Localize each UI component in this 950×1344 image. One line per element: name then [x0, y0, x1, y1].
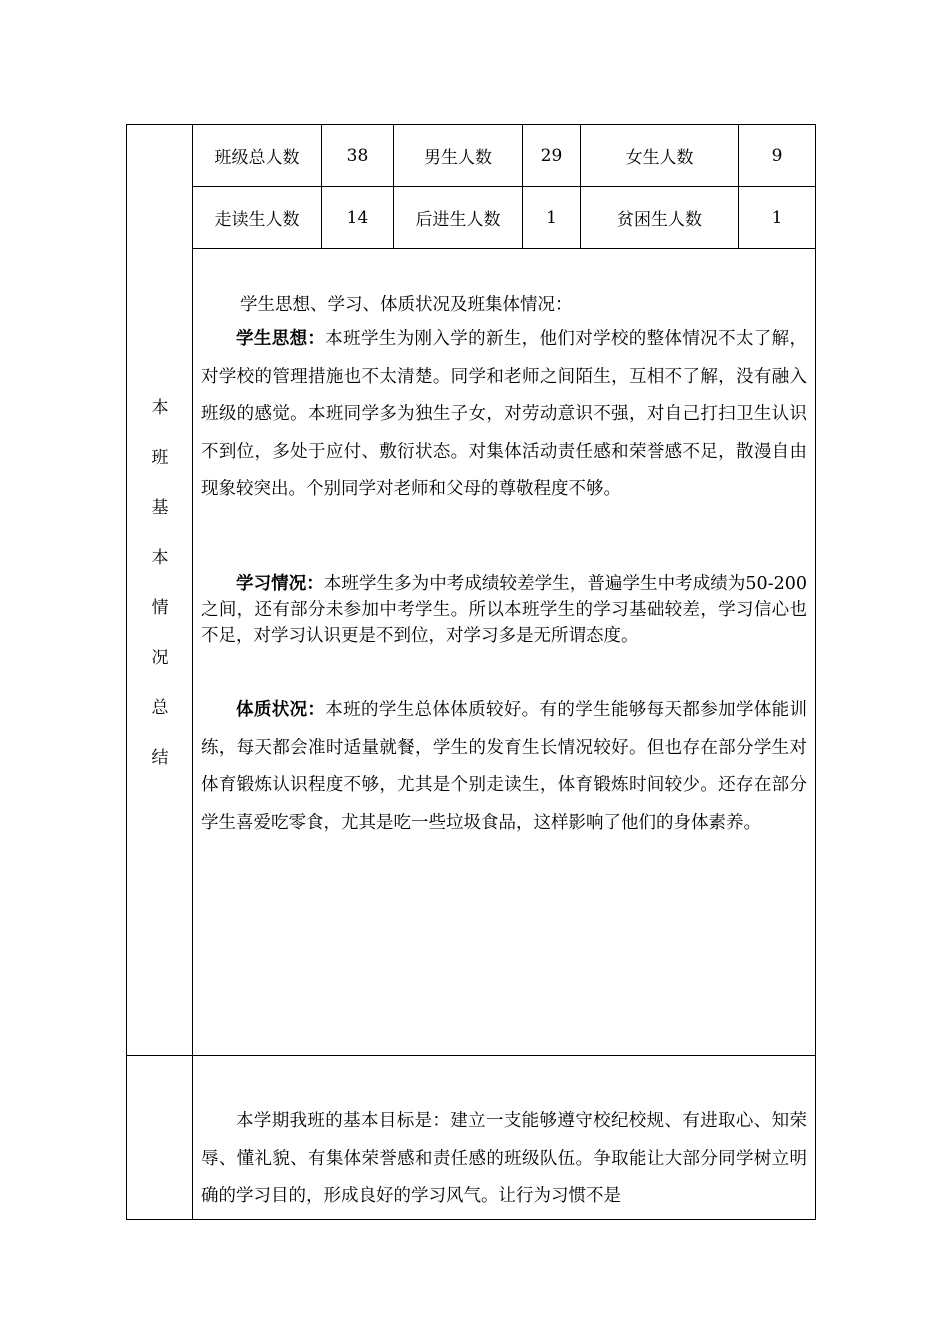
- stat-value-day: 14: [346, 207, 369, 228]
- stat-label-girls: 女生人数: [625, 148, 694, 168]
- divider: [192, 248, 816, 249]
- side-char: 况: [151, 648, 169, 668]
- stat-label-day: 走读生人数: [214, 210, 300, 230]
- health-text: 本班的学生总体体质较好。有的学生能够每天都参加学体能训练，每天都会准时适量就餐，学生的发育生长情况较好。但也存在部分学生对体育锻炼认识程度不够，尤其是个别走读生，体育锻炼时间较少。还存在部分学生喜爱吃零食，尤其是吃一些垃圾食品，这样影响了他们的身体素养。: [201, 700, 808, 833]
- thought-text: 本班学生为刚入学的新生，他们对学校的整体情况不太了解，对学校的管理措施也不太清楚。同学和老师之间陌生，互相不了解，没有融入班级的感觉。本班同学多为独生子女，对劳动意识不强，对自己打扫卫生认识不到位，多处于应付、敷衍状态。对集体活动责任感和荣誉感不足，散漫自由现象较突出。个别同学对老师和父母的尊敬程度不够。: [201, 329, 808, 499]
- stat-label-boys: 男生人数: [424, 148, 492, 168]
- stat-value-boys: 29: [540, 145, 563, 166]
- side-char: 结: [151, 748, 169, 768]
- stat-label-poor: 贫困生人数: [617, 210, 702, 230]
- stat-value-girls: 9: [771, 145, 783, 166]
- study-section: [201, 571, 807, 649]
- stat-label-lagging: 后进生人数: [415, 210, 501, 230]
- divider: [126, 1055, 816, 1056]
- goals-paragraph: 本学期我班的基本目标是：建立一支能够遵守校纪校规、有进取心、知荣辱、懂礼貌、有集体荣誉感和责任感的班级队伍。争取能让大部分同学树立明确的学习目的，形成良好的学习风气。让行为习惯不是: [201, 1111, 807, 1206]
- side-char: 班: [151, 448, 169, 468]
- side-char: 基: [151, 498, 169, 518]
- stat-label-total: 班级总人数: [214, 148, 300, 168]
- health-section: [201, 692, 807, 842]
- health-paragraph: [201, 692, 807, 842]
- health-title: 体质状况：: [236, 700, 326, 720]
- study-paragraph: [201, 571, 807, 649]
- stat-value-poor: 1: [771, 207, 783, 228]
- thought-section: [201, 321, 807, 509]
- goals-section: [201, 1103, 807, 1216]
- side-char: 本: [151, 548, 169, 568]
- study-title: 学习情况：: [236, 574, 324, 594]
- thought-title: 学生思想：: [236, 329, 326, 349]
- summary-intro: 学生思想、学习、体质状况及班集体情况：: [240, 295, 573, 315]
- stat-value-lagging: 1: [546, 207, 557, 228]
- study-text: 本班学生多为中考成绩较差学生，普遍学生中考成绩为50-200之间，还有部分未参加中考学生。所以本班学生的学习基础较差，学习信心也不足，对学习认识更是不到位，对学习多是无所谓态度。: [201, 574, 808, 646]
- side-char: 总: [151, 698, 169, 718]
- side-char: 本: [151, 398, 169, 418]
- side-char: 情: [151, 598, 169, 618]
- thought-paragraph: [201, 321, 807, 509]
- stat-value-total: 38: [346, 145, 369, 166]
- side-label: [127, 383, 193, 783]
